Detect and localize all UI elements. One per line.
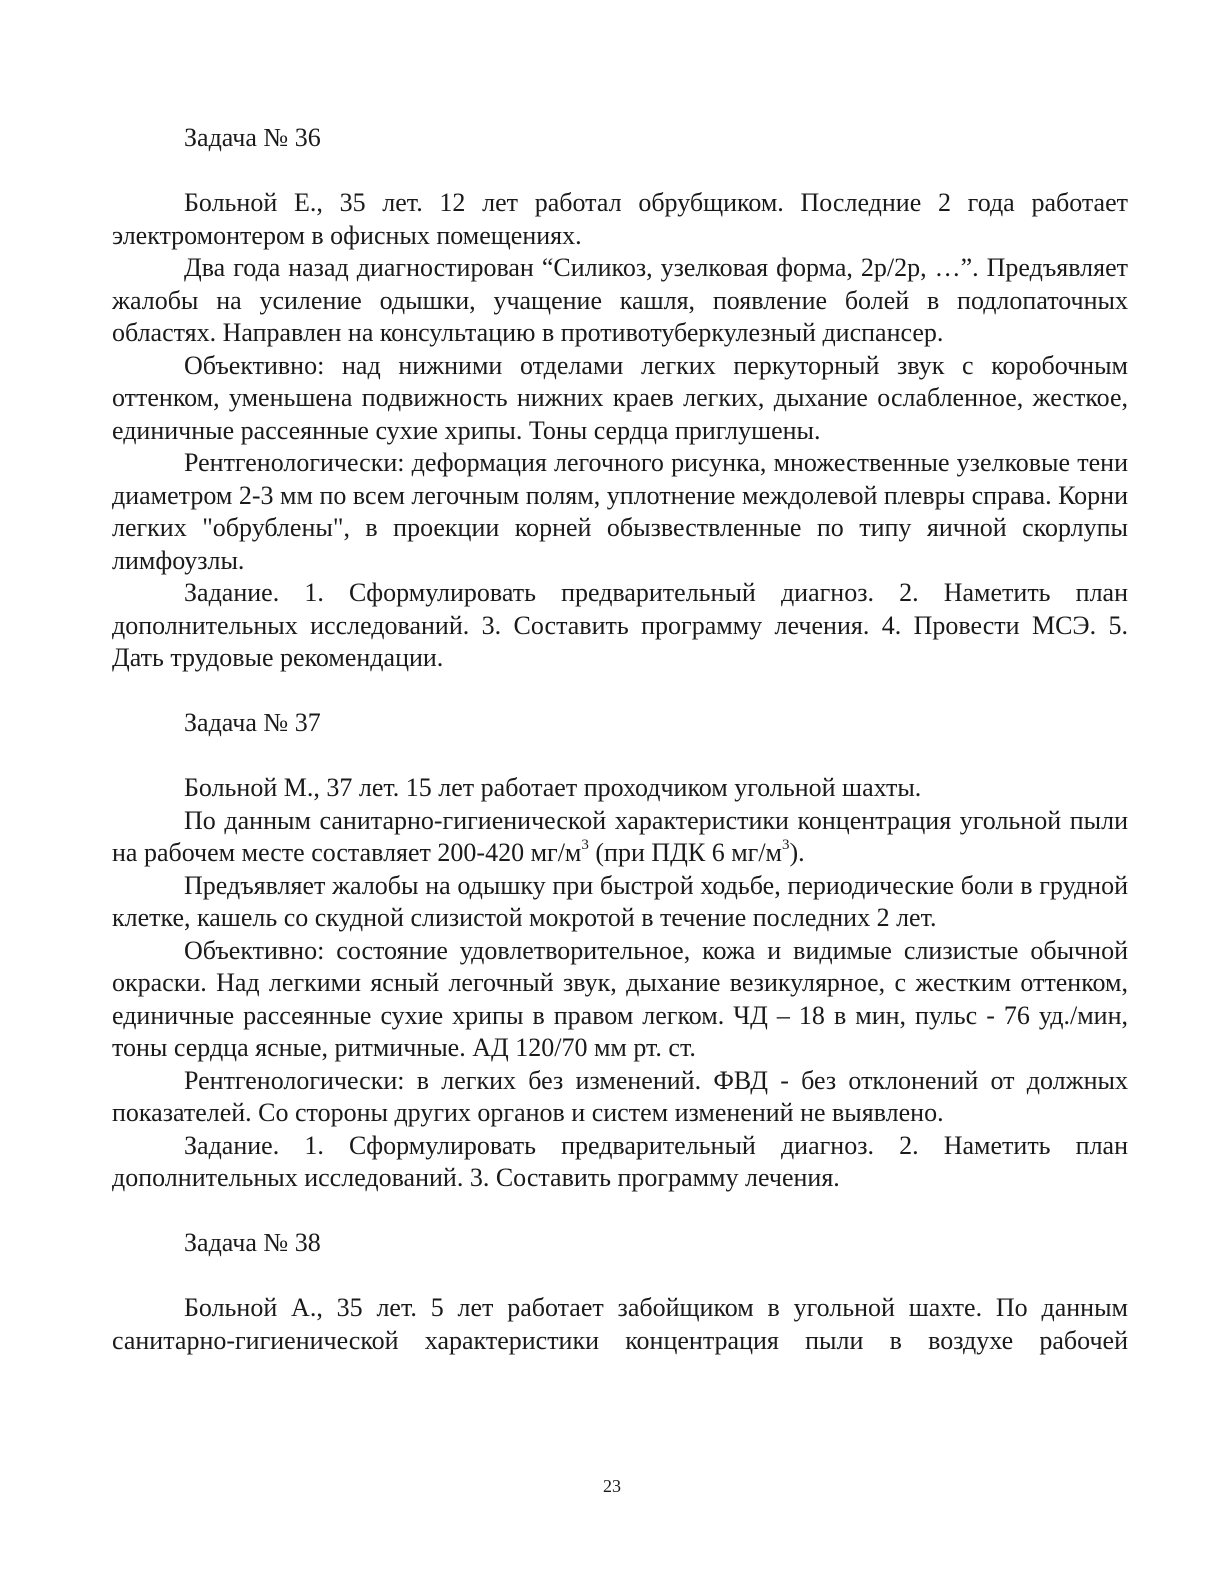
task-heading: Задача № 37 — [184, 708, 321, 737]
paragraph-assignment: Задание. 1. Сформулировать предварительный диагноз. 2. Наметить план дополнительных исследований. 3. Составить программу лечения. — [112, 1130, 1128, 1192]
paragraph-patient-history: Больной М., 37 лет. 15 лет работает проходчиком угольной шахты. — [184, 773, 922, 802]
task-body — [112, 772, 1128, 1195]
superscript: 3 — [782, 837, 790, 854]
paragraph-objective-findings: Объективно: состояние удовлетворительное, кожа и видимые слизистые обычной окраски. Над легкими ясный легочный звук, дыхание везикулярное, с жестким оттенком, единичные рассеянные сухие хрипы в правом легком. ЧД – 18 в мин, пульс - 76 уд./мин, тоны сердца ясные, ритмичные. АД 120/70 мм рт. ст. — [112, 935, 1128, 1062]
task-heading: Задача № 38 — [184, 1228, 321, 1257]
text-segment: ). — [789, 838, 805, 867]
task-36 — [112, 122, 1128, 675]
paragraph-xray-findings: Рентгенологически: в легких без изменений. ФВД - без отклонений от должных показателей. Со стороны других органов и систем изменений не выявлено. — [112, 1065, 1128, 1127]
task-heading: Задача № 36 — [184, 123, 321, 152]
task-37 — [112, 707, 1128, 1195]
task-body — [112, 187, 1128, 675]
paragraph-patient-history: Больной Е., 35 лет. 12 лет работал обрубщиком. Последние 2 года работает электромонтером в офисных помещениях. — [112, 188, 1128, 250]
paragraph-xray-findings: Рентгенологически: деформация легочного рисунка, множественные узелковые тени диаметром 2-3 мм по всем легочным полям, уплотнение междолевой плевры справа. Корни легких "обрублены", в проекции корней обызвествленные по типу яичной скорлупы лимфоузлы. — [112, 448, 1128, 575]
paragraph-diagnosis-complaints: Два года назад диагностирован “Силикоз, узелковая форма, 2р/2р, …”. Предъявляет жалобы на усиление одышки, учащение кашля, появление болей в подлопаточных областях. Направлен на консультацию в противотуберкулезный диспансер. — [112, 253, 1128, 347]
page-content — [112, 122, 1128, 1357]
paragraph-dust-concentration — [112, 805, 1128, 870]
paragraph-assignment: Задание. 1. Сформулировать предварительный диагноз. 2. Наметить план дополнительных исследований. 3. Составить программу лечения. 4. Провести МСЭ. 5. Дать трудовые рекомендации. — [112, 578, 1128, 672]
task-body — [112, 1292, 1128, 1357]
page-number: 23 — [603, 1476, 621, 1496]
text-segment: По данным санитарно-гигиенической характеристики концентрация угольной пыли на рабочем месте составляет 200-420 мг/м — [112, 805, 1128, 867]
text-segment: (при ПДК 6 мг/м — [588, 838, 783, 867]
paragraph-patient-history: Больной А., 35 лет. 5 лет работает забойщиком в угольной шахте. По данным санитарно-гигиенической характеристики концентрация пыли в воздухе рабочей — [112, 1293, 1128, 1355]
paragraph-objective-findings: Объективно: над нижними отделами легких перкуторный звук с коробочным оттенком, уменьшена подвижность нижних краев легких, дыхание ослабленное, жесткое, единичные рассеянные сухие хрипы. Тоны сердца приглушены. — [112, 350, 1128, 445]
task-38 — [112, 1227, 1128, 1357]
superscript: 3 — [581, 837, 589, 854]
paragraph-complaints: Предъявляет жалобы на одышку при быстрой ходьбе, периодические боли в грудной клетке, кашель со скудной слизистой мокротой в течение последних 2 лет. — [112, 870, 1128, 932]
